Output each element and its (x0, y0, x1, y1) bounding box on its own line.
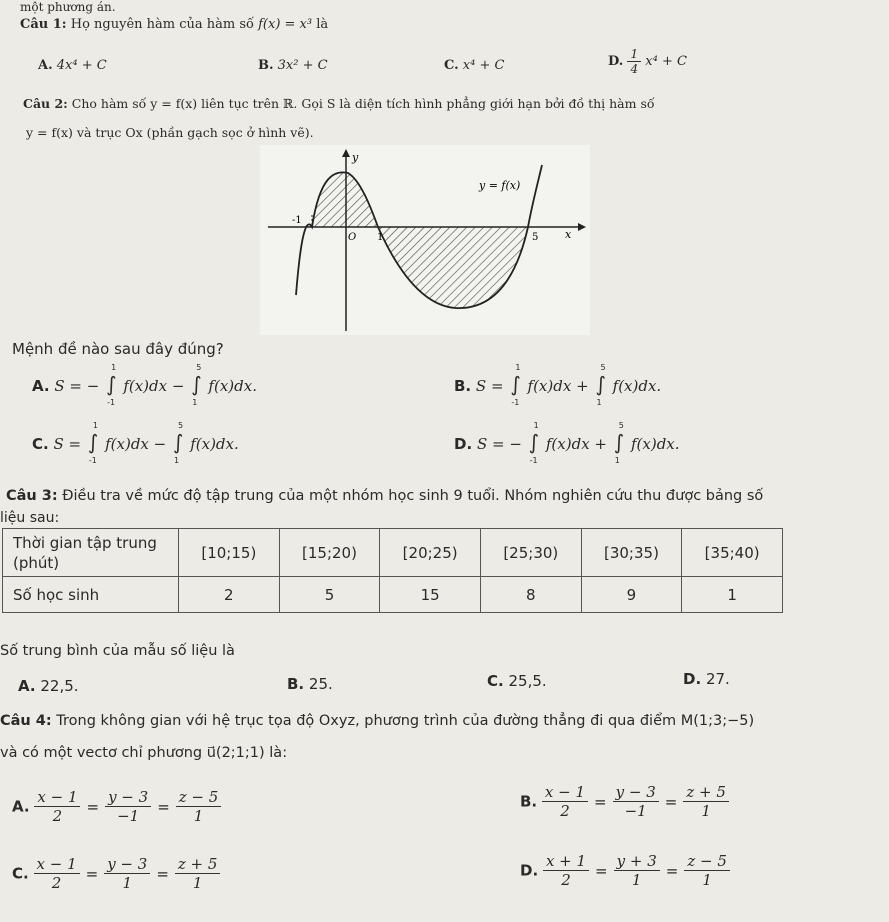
frac-num: z − 5 (684, 852, 730, 871)
frac-num: z + 5 (175, 855, 221, 874)
table-cell: [30;35) (581, 529, 682, 577)
option-prefix: S = (53, 435, 82, 453)
q1-option-b[interactable] (258, 58, 328, 73)
q1-stem (20, 17, 328, 32)
q4-option-a[interactable] (12, 788, 221, 825)
option-letter: A. (32, 377, 50, 395)
lower-bound: -1 (529, 456, 538, 465)
q4-stem-2: và có một vectơ chỉ phương u⃗(2;1;1) là: (0, 745, 288, 761)
q1-option-a[interactable] (38, 58, 107, 73)
option-prefix: S = (475, 377, 504, 395)
fraction-z (684, 852, 730, 889)
option-expr: x⁴ + C (645, 54, 687, 69)
integral-sign: ∫ 1 -1 (106, 363, 117, 407)
table-cell: 5 (279, 577, 380, 613)
equals-sign: = (594, 792, 607, 811)
frac-den: 1 (702, 871, 712, 889)
fraction-z (683, 783, 729, 820)
option-end: f(x)dx. (630, 435, 680, 453)
table-cell: 15 (380, 577, 481, 613)
integral-sign: ∫ 5 1 (613, 421, 625, 465)
frac-den: 1 (193, 807, 204, 825)
frac-num: y − 3 (104, 855, 150, 874)
tick-minus1: -1 (292, 215, 302, 226)
row2-header: Số học sinh (3, 577, 179, 613)
fraction-x (542, 783, 588, 820)
integral-sign: ∫ 5 1 (191, 363, 202, 407)
q2-option-a[interactable] (32, 363, 257, 407)
table-cell: 9 (581, 577, 682, 613)
frac-den: 1 (192, 874, 203, 892)
option-letter: D. (454, 435, 473, 453)
tick-1: 1 (377, 232, 384, 243)
frac-num: z + 5 (683, 783, 729, 802)
tick-5: 5 (532, 232, 539, 243)
q3-option-b[interactable] (287, 675, 333, 693)
q2-graph (260, 145, 590, 335)
x-label: x (565, 228, 572, 241)
q3-question: Số trung bình của mẫu số liệu là (0, 643, 235, 659)
upper-bound: 1 (515, 363, 521, 372)
option-expr: 4x⁴ + C (56, 58, 107, 73)
option-letter: A. (18, 677, 36, 695)
upper-bound: 1 (92, 421, 98, 430)
frac-num: z − 5 (176, 788, 222, 807)
q3-stem-2: liệu sau: (0, 510, 60, 526)
frac-den: 2 (51, 874, 62, 892)
option-letter: C. (487, 672, 504, 690)
fraction-x (543, 852, 589, 889)
table-cell: [20;25) (380, 529, 481, 577)
header-fragment: một phương án. (20, 0, 116, 14)
upper-bound: 1 (533, 421, 539, 430)
table-row (3, 577, 783, 613)
table-cell: 8 (480, 577, 581, 613)
fraction-x (34, 855, 80, 892)
fraction-y (614, 852, 660, 889)
option-d-fraction (627, 47, 641, 76)
q2-label: Câu 2: (23, 96, 68, 111)
equals-sign: = (595, 861, 608, 880)
q3-option-a[interactable] (18, 677, 79, 695)
q2-option-c[interactable] (32, 421, 239, 465)
curve-label: y = f(x) (479, 179, 521, 192)
q2-option-b[interactable] (454, 363, 662, 407)
q2-line1 (23, 96, 655, 111)
upper-bound: 5 (178, 421, 184, 430)
y-label: y (352, 151, 359, 164)
q2-line2: y = f(x) và trục Ox (phần gạch sọc ở hình vẽ). (26, 125, 314, 140)
frac-den: 1 (701, 802, 711, 820)
q3-option-d[interactable] (683, 670, 730, 688)
frac-num: y − 3 (613, 783, 659, 802)
frac-den: 1 (122, 874, 133, 892)
option-prefix: S = − (54, 377, 100, 395)
frac-den: 1 (631, 871, 642, 889)
table-cell: 1 (682, 577, 783, 613)
q4-stem (0, 713, 754, 729)
option-letter: C. (32, 435, 49, 453)
lower-bound: -1 (88, 456, 97, 465)
q3-option-c[interactable] (487, 672, 547, 690)
option-expr: 3x² + C (277, 58, 328, 73)
fraction-x (34, 788, 80, 825)
row1-header: Thời gian tập trung (phút) (3, 529, 179, 577)
q4-option-c[interactable] (12, 855, 220, 892)
option-end: f(x)dx. (208, 377, 257, 395)
option-letter: C. (12, 864, 29, 883)
fraction-y (105, 788, 151, 825)
table-cell: [25;30) (480, 529, 581, 577)
upper-bound: 5 (618, 421, 624, 430)
frequency-table (2, 528, 783, 613)
lower-bound: -1 (511, 398, 520, 407)
frac-den: −1 (117, 807, 140, 825)
frac-den: 2 (561, 871, 571, 889)
option-value: 25,5. (508, 672, 547, 690)
integral-sign: ∫ 5 1 (595, 363, 606, 407)
lower-bound: 1 (614, 456, 620, 465)
q1-tail: là (316, 17, 329, 32)
upper-bound: 5 (196, 363, 202, 372)
q2-question: Mệnh đề nào sau đây đúng? (12, 340, 224, 358)
fraction-y (104, 855, 150, 892)
integral-sign: ∫ 1 -1 (528, 421, 540, 465)
equals-sign: = (156, 864, 169, 883)
equals-sign: = (664, 792, 678, 811)
option-mid: f(x)dx − (123, 377, 185, 395)
frac-num: y − 3 (105, 788, 151, 807)
option-end: f(x)dx. (190, 435, 239, 453)
q2-text: Cho hàm số y = f(x) liên tục trên ℝ. Gọi S là diện tích hình phẳng giới hạn bởi đồ thị hàm số (71, 96, 655, 111)
frac-den: 2 (560, 802, 570, 820)
option-prefix: S = − (476, 435, 522, 453)
frac-num: x − 1 (34, 855, 80, 874)
q3-text: Điều tra về mức độ tập trung của một nhóm học sinh 9 tuổi. Nhóm nghiên cứu thu được bảng số (62, 488, 764, 504)
equals-sign: = (85, 864, 99, 883)
option-letter: B. (287, 675, 305, 693)
frac-den: 2 (52, 807, 63, 825)
option-mid: f(x)dx + (545, 435, 607, 453)
lower-bound: 1 (174, 456, 180, 465)
table-cell: [10;15) (179, 529, 280, 577)
option-letter: B. (258, 58, 274, 73)
table-cell: 2 (179, 577, 280, 613)
fraction-y (613, 783, 659, 820)
option-letter: D. (520, 861, 539, 880)
option-letter: A. (12, 797, 30, 816)
fraction-z (175, 855, 221, 892)
q1-label: Câu 1: (20, 17, 67, 32)
table-cell: [35;40) (682, 529, 783, 577)
frac-num: x − 1 (542, 783, 588, 802)
frac-num: x − 1 (34, 788, 80, 807)
q3-label: Câu 3: (6, 488, 58, 504)
frac-num: 1 (627, 47, 641, 62)
q3-stem (6, 488, 763, 504)
option-value: 27. (705, 670, 730, 688)
lower-bound: 1 (192, 398, 198, 407)
q4-label: Câu 4: (0, 713, 52, 729)
lower-bound: -1 (107, 398, 116, 407)
frac-num: y + 3 (614, 852, 660, 871)
option-letter: D. (683, 670, 702, 688)
frac-num: x + 1 (543, 852, 589, 871)
equals-sign: = (157, 797, 170, 816)
origin-label: O (348, 232, 357, 243)
option-expr: x⁴ + C (462, 58, 505, 73)
frac-den: 4 (630, 62, 639, 76)
q2-option-d[interactable] (454, 421, 680, 465)
option-mid: f(x)dx − (105, 435, 167, 453)
lower-bound: 1 (596, 398, 602, 407)
integral-sign: ∫ 5 1 (173, 421, 184, 465)
option-value: 22,5. (40, 677, 79, 695)
option-end: f(x)dx. (612, 377, 662, 395)
q1-option-d[interactable] (608, 47, 687, 76)
table-cell: [15;20) (279, 529, 380, 577)
option-letter: C. (444, 58, 459, 73)
equals-sign: = (86, 797, 100, 816)
upper-bound: 5 (600, 363, 606, 372)
option-value: 25. (308, 675, 333, 693)
q1-option-c[interactable] (444, 58, 504, 73)
q4-option-d[interactable] (520, 852, 730, 889)
q4-text: Trong không gian với hệ trục tọa độ Oxyz, phương trình của đường thẳng đi qua điểm M(1;3;−5) (56, 713, 755, 729)
integral-sign: ∫ 1 -1 (87, 421, 99, 465)
q1-func: f(x) = x³ (258, 17, 313, 32)
frac-den: −1 (624, 802, 647, 820)
option-letter: B. (454, 377, 472, 395)
q1-text: Họ nguyên hàm của hàm số (70, 17, 254, 32)
table-row (3, 529, 783, 577)
equals-sign: = (665, 861, 679, 880)
upper-bound: 1 (111, 363, 117, 372)
integral-sign: ∫ 1 -1 (510, 363, 521, 407)
option-letter: D. (608, 54, 624, 69)
option-letter: B. (520, 792, 538, 811)
q4-option-b[interactable] (520, 783, 729, 820)
option-letter: A. (38, 58, 53, 73)
fraction-z (176, 788, 222, 825)
option-mid: f(x)dx + (527, 377, 589, 395)
